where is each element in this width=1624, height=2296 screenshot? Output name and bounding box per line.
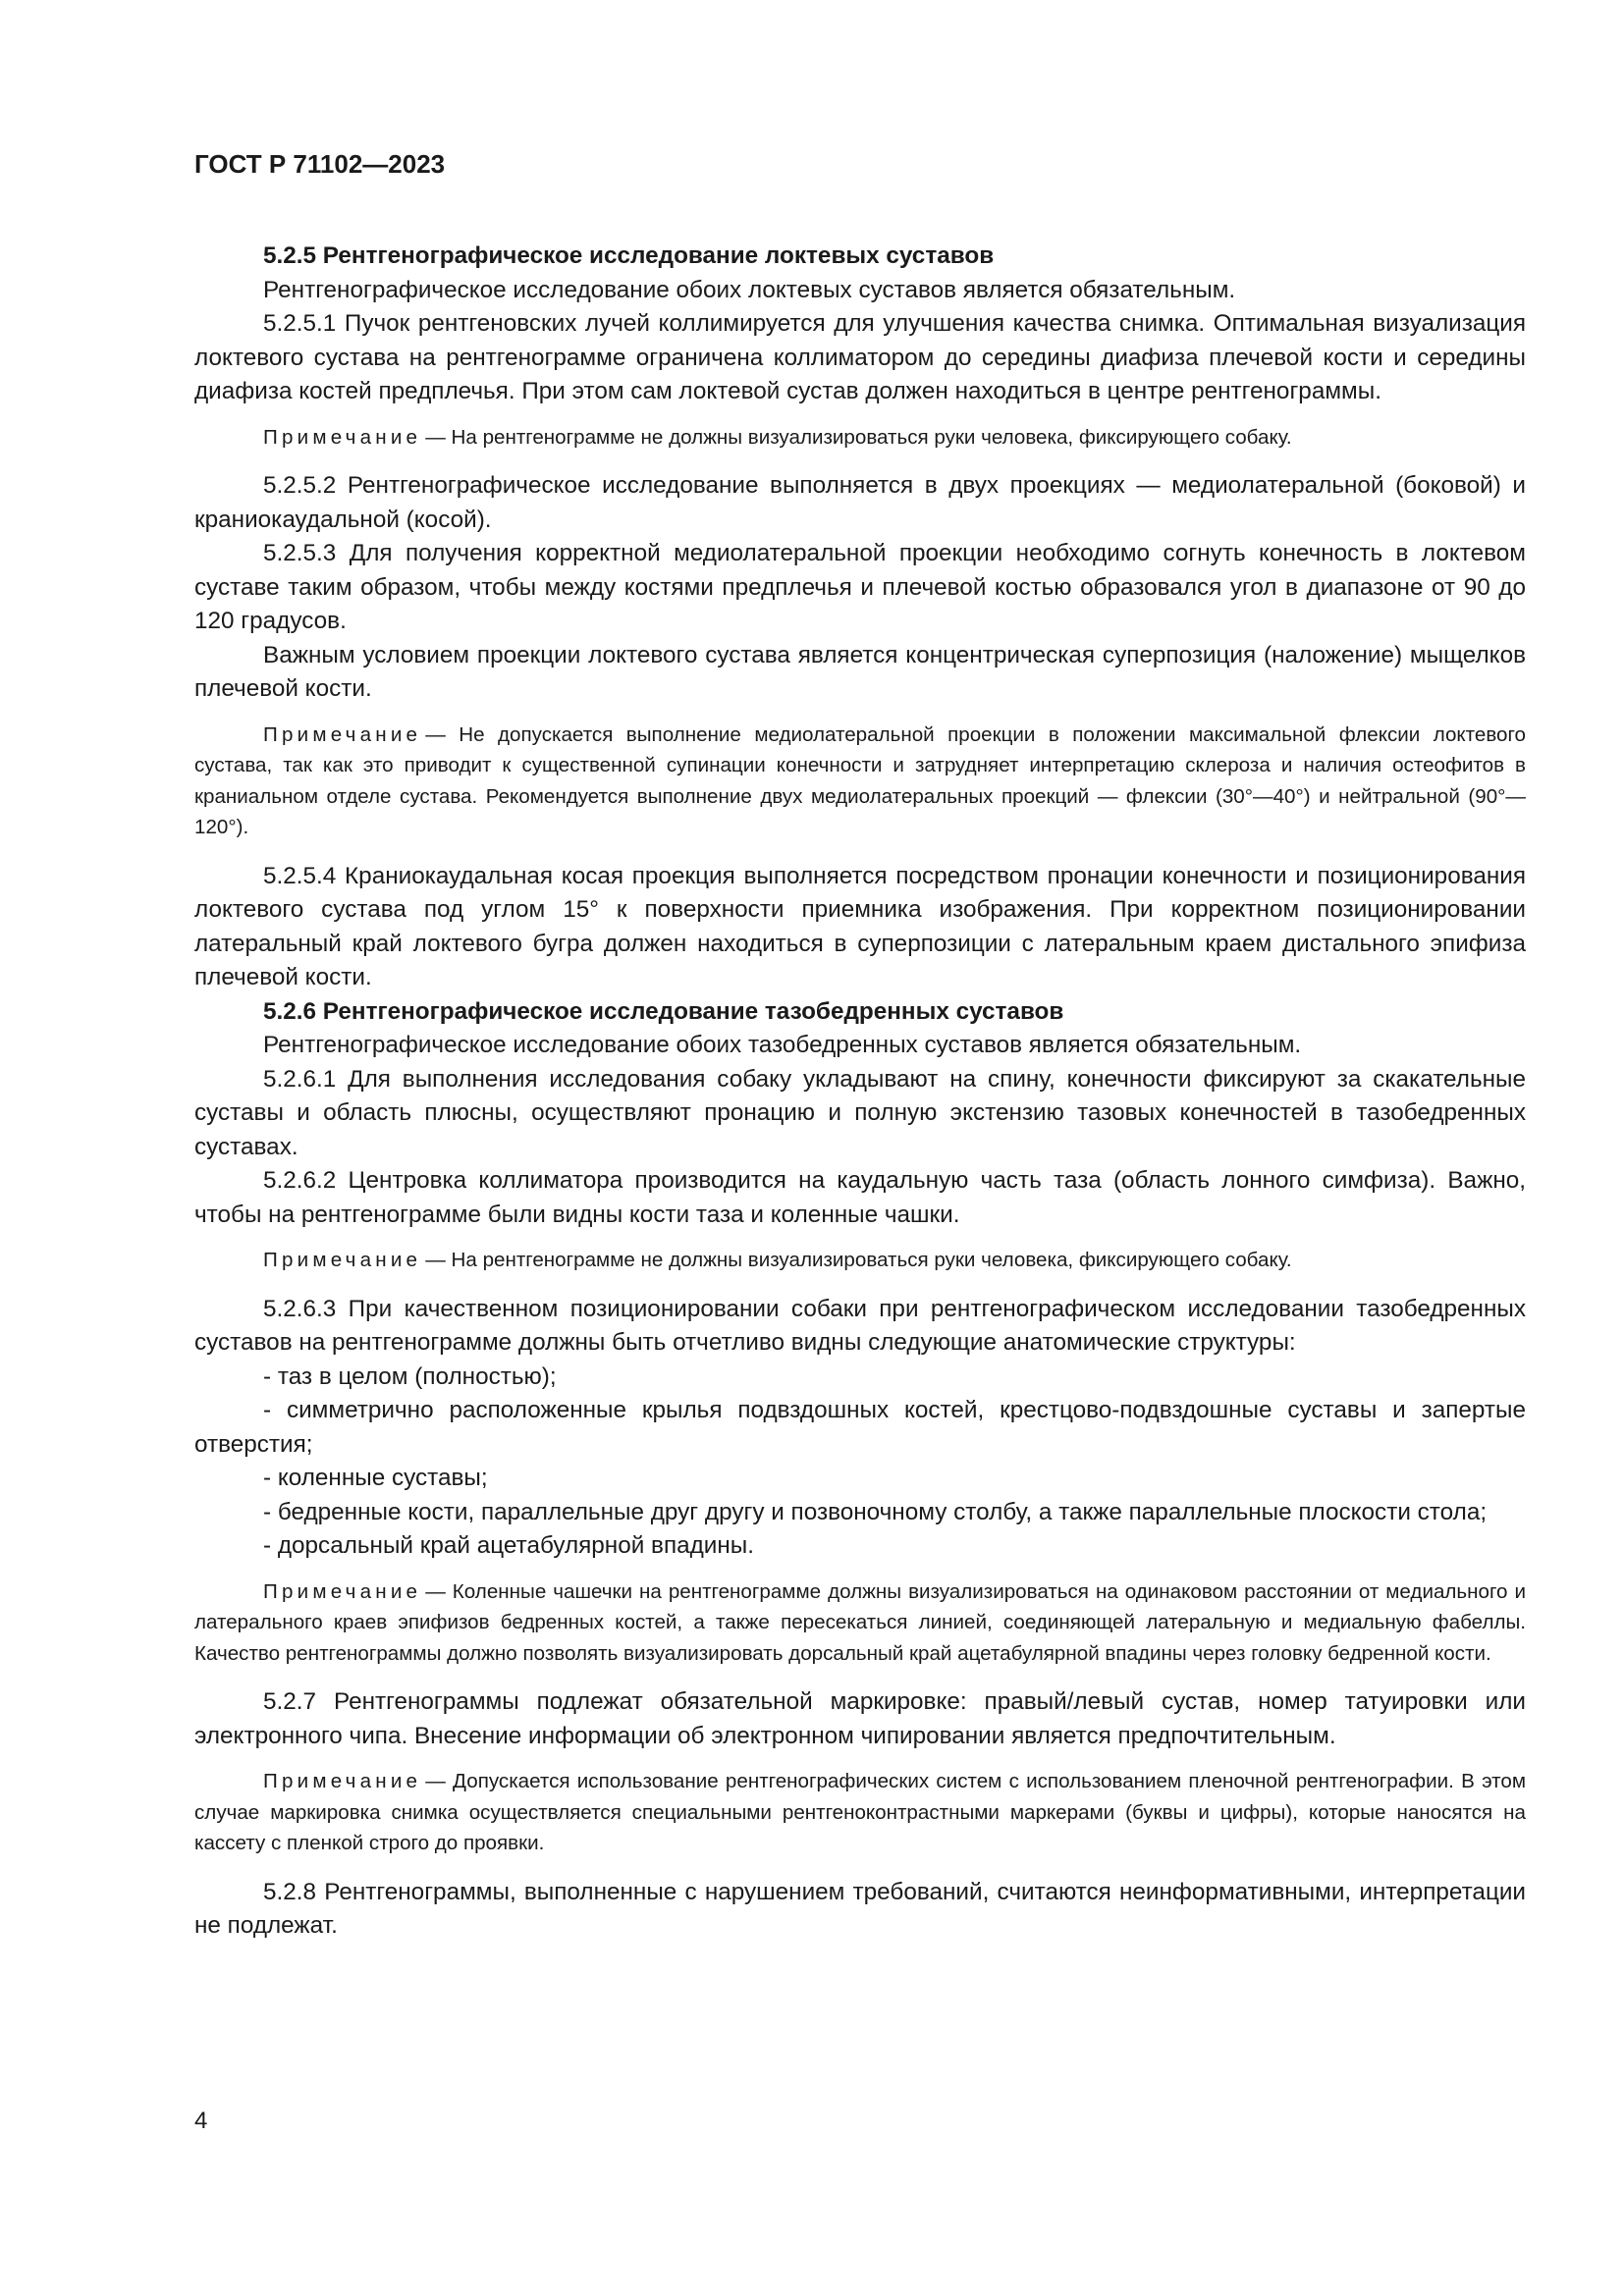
body-paragraph: 5.2.8 Рентгенограммы, выполненные с нарушением требований, считаются неинформативными, интерпретации не подлежат. [194,1878,1526,1939]
note-label: Примечание [263,722,422,746]
note-label: Примечание [263,1249,422,1271]
section-heading: 5.2.6 Рентгенографическое исследование тазобедренных суставов [263,997,1064,1025]
body-paragraph: - симметрично расположенные крылья подвздошных костей, крестцово-подвздошные суставы и запертые отверстия; [194,1397,1526,1458]
note-paragraph [194,1766,1526,1859]
body-paragraph: - таз в целом (полностью); [263,1362,557,1390]
body-paragraph: 5.2.5.3 Для получения корректной медиолатеральной проекции необходимо согнуть конечность в локтевом суставе таким образом, чтобы между костями предплечья и плечевой костью образовался угол в диапазоне от 90 до 120 градусов. [194,540,1526,634]
body-paragraph: Рентгенографическое исследование обоих локтевых суставов является обязательным. [263,276,1236,303]
document-page [194,147,1526,1944]
body-paragraph: Важным условием проекции локтевого сустава является концентрическая суперпозиция (наложение) мыщелков плечевой кости. [194,641,1526,702]
body-paragraph: 5.2.6.2 Центровка коллиматора производится на каудальную часть таза (область лонного симфиза). Важно, чтобы на рентгенограмме были видны кости таза и коленные чашки. [194,1167,1526,1228]
note-text: — Допускается использование рентгенографических систем с использованием пленочной рентгенографии. В этом случае маркировка снимка осуществляется специальными рентгеноконтрастными маркерами (буквы и цифры), которые наносятся на кассету с пленкой строго до проявки. [194,1770,1526,1854]
note-label: Примечание [263,425,422,449]
note-paragraph [194,720,1526,843]
section-heading: 5.2.5 Рентгенографическое исследование локтевых суставов [263,242,995,269]
body-paragraph: - бедренные кости, параллельные друг другу и позвоночному столбу, а также параллельные плоскости стола; [263,1498,1488,1525]
note-paragraph [194,1245,1526,1276]
body-paragraph: 5.2.6.3 При качественном позиционировании собаки при рентгенографическом исследовании тазобедренных суставов на рентгенограмме должны быть отчетливо видны следующие анатомические структуры: [194,1295,1526,1356]
body-paragraph: 5.2.5.4 Краниокаудальная косая проекция выполняется посредством пронации конечности и позиционирования локтевого сустава под углом 15° к поверхности приемника изображения. При корректном позиционировании латеральный край локтевого бугра должен находиться в суперпозиции с латеральным краем дистального эпифиза плечевой кости. [194,862,1526,990]
note-label: Примечание [263,1770,422,1792]
note-paragraph [194,1576,1526,1670]
body-paragraph: 5.2.6.1 Для выполнения исследования собаку укладывают на спину, конечности фиксируют за скакательные суставы и область плюсны, осуществляют пронацию и полную экстензию тазовых конечностей в тазобедренных суставах. [194,1065,1526,1160]
body-paragraph: Рентгенографическое исследование обоих тазобедренных суставов является обязательным. [263,1032,1302,1058]
note-text: — Не допускается выполнение медиолатеральной проекции в положении максимальной флексии локтевого сустава, так как это приводит к существенной супинации конечности и затрудняет интерпретацию склероза и наличия остеофитов в краниальном отделе сустава. Рекомендуется выполнение двух медиолатеральных проекций — флексии (30°—40°) и нейтральной (90°—120°). [194,722,1526,838]
note-paragraph [194,422,1526,454]
document-body [194,240,1526,1944]
body-paragraph: 5.2.5.2 Рентгенографическое исследование выполняется в двух проекциях — медиолатеральной (боковой) и краниокаудальной (косой). [194,472,1526,533]
document-code: ГОСТ Р 71102—2023 [194,149,446,179]
note-text: — На рентгенограмме не должны визуализироваться руки человека, фиксирующего собаку. [425,425,1292,449]
note-text: — Коленные чашечки на рентгенограмме должны визуализироваться на одинаковом расстоянии от медиального и латерального краев эпифизов бедренных костей, а также пересекаться линией, соединяющей латеральную и медиальную фабеллы. Качество рентгенограммы должно позволять визуализировать дорсальный край ацетабулярной впадины через головку бедренной кости. [194,1579,1526,1665]
body-paragraph: 5.2.5.1 Пучок рентгеновских лучей коллимируется для улучшения качества снимка. Оптимальная визуализация локтевого сустава на рентгенограмме ограничена коллиматором до середины диафиза плечевой кости и середины диафиза костей предплечья. При этом сам локтевой сустав должен находиться в центре рентгенограммы. [194,310,1526,404]
body-paragraph: - дорсальный край ацетабулярной впадины. [263,1532,755,1559]
page-number: 4 [194,2108,208,2134]
body-paragraph: - коленные суставы; [263,1465,488,1491]
note-label: Примечание [263,1579,422,1603]
note-text: — На рентгенограмме не должны визуализироваться руки человека, фиксирующего собаку. [425,1249,1292,1271]
body-paragraph: 5.2.7 Рентгенограммы подлежат обязательной маркировке: правый/левый сустав, номер татуировки или электронного чипа. Внесение информации об электронном чипировании является предпочтительным. [194,1688,1526,1749]
